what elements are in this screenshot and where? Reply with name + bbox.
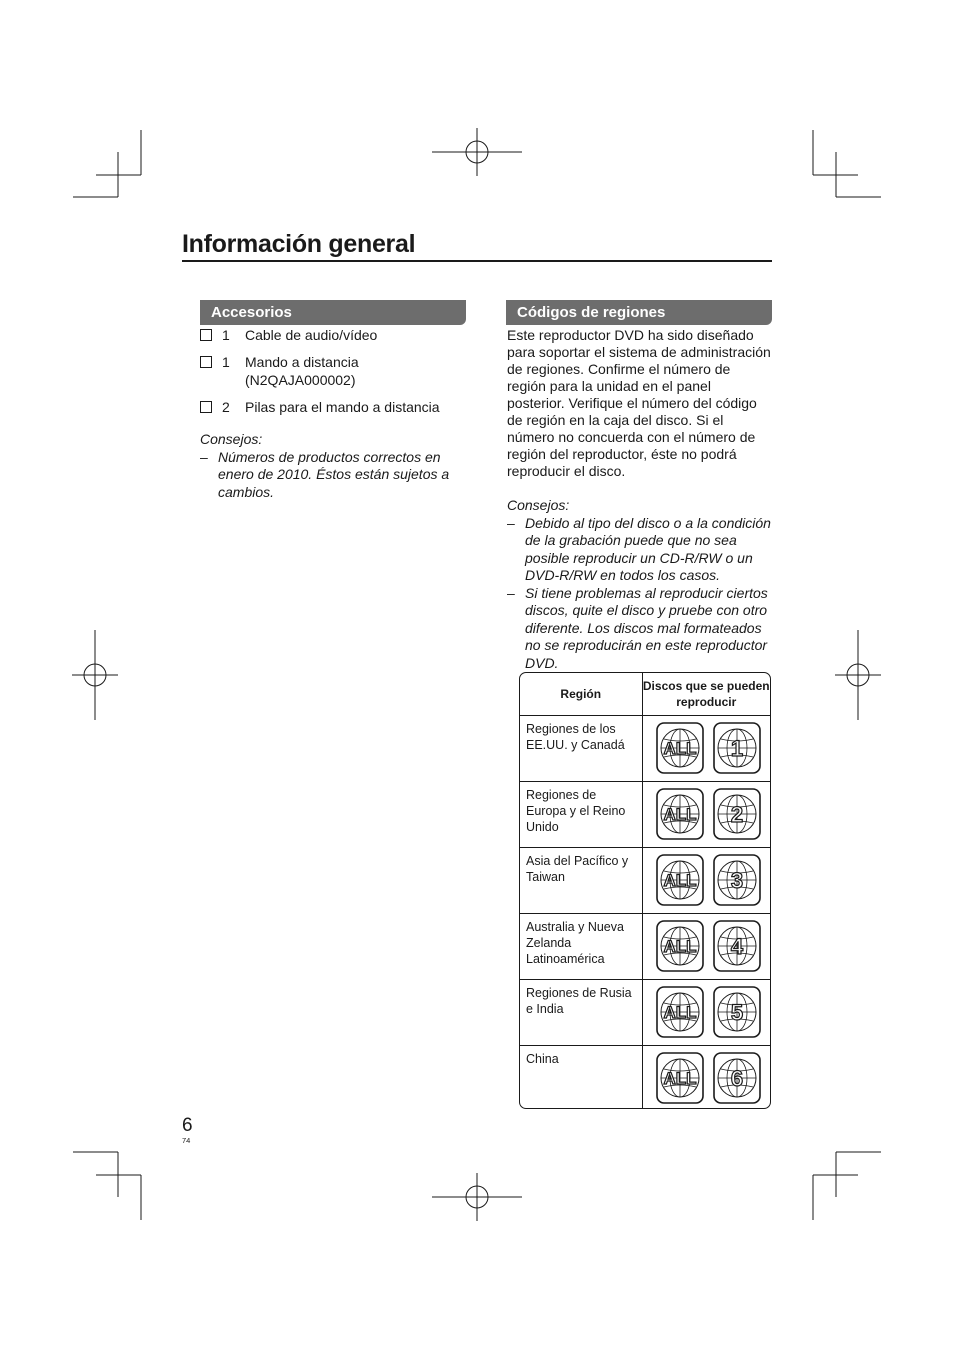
table-row <box>520 914 770 980</box>
table-row <box>520 848 770 914</box>
item-label: Pilas para el mando a distancia <box>245 399 440 415</box>
column-header-discs: Discos que se pueden reproducir <box>642 673 770 716</box>
region-all-icon <box>656 1052 704 1104</box>
svg-text:ALL: ALL <box>662 739 697 758</box>
item-quantity: 1 <box>222 354 230 370</box>
region-all-icon <box>656 722 704 774</box>
region-name: Regiones de los EE.UU. y Canadá <box>526 722 625 752</box>
list-item <box>200 326 470 344</box>
disc-icons <box>643 716 771 774</box>
region-all-icon <box>656 788 704 840</box>
region-name: China <box>526 1052 559 1066</box>
region-3-icon <box>713 854 761 906</box>
region-name: Regiones de Rusia e India <box>526 986 632 1016</box>
region-4-icon <box>713 920 761 972</box>
page-title: Información general <box>182 230 416 258</box>
svg-text:ALL: ALL <box>662 937 697 956</box>
tip-item: – Números de productos correctos en enero de 2010. Éstos están sujetos a cambios. <box>200 449 465 502</box>
region-name: Australia y Nueva Zelanda Latinoamérica <box>526 920 624 966</box>
svg-text:4: 4 <box>730 934 744 959</box>
region-all-icon <box>656 920 704 972</box>
list-item <box>200 398 470 416</box>
svg-text:ALL: ALL <box>662 871 697 890</box>
regions-heading: Códigos de regiones <box>506 300 772 325</box>
region-name: Asia del Pacífico y Taiwan <box>526 854 629 884</box>
disc-icons <box>643 1046 771 1104</box>
svg-text:6: 6 <box>730 1066 744 1091</box>
regions-tips <box>507 497 775 672</box>
accessories-heading: Accesorios <box>200 300 466 325</box>
title-rule <box>182 260 772 262</box>
accessories-tips <box>200 431 465 501</box>
svg-text:ALL: ALL <box>662 805 697 824</box>
svg-text:1: 1 <box>730 736 744 761</box>
region-table <box>519 672 771 1109</box>
disc-icons <box>643 848 771 906</box>
item-label: Cable de audio/vídeo <box>245 327 378 343</box>
svg-text:ALL: ALL <box>662 1069 697 1088</box>
svg-text:5: 5 <box>730 1000 744 1025</box>
disc-icons <box>643 980 771 1038</box>
table-row <box>520 716 770 782</box>
svg-text:ALL: ALL <box>662 1003 697 1022</box>
region-all-icon <box>656 854 704 906</box>
disc-icons <box>643 782 771 840</box>
svg-text:3: 3 <box>730 868 744 893</box>
item-quantity: 1 <box>222 327 230 343</box>
region-all-icon <box>656 986 704 1038</box>
page-number: 6 <box>182 1115 193 1136</box>
item-label: Mando a distancia (N2QAJA000002) <box>245 354 359 388</box>
accessories-list <box>200 326 470 425</box>
disc-icons <box>643 914 771 972</box>
region-5-icon <box>713 986 761 1038</box>
region-name: Regiones de Europa y el Reino Unido <box>526 788 626 834</box>
page-sub-number: 74 <box>182 1136 191 1145</box>
region-2-icon <box>713 788 761 840</box>
list-item <box>200 353 470 389</box>
checkbox[interactable] <box>200 356 212 368</box>
table-row <box>520 980 770 1046</box>
region-6-icon <box>713 1052 761 1104</box>
tips-label: Consejos: <box>200 431 263 447</box>
region-1-icon <box>713 722 761 774</box>
svg-text:2: 2 <box>730 802 744 827</box>
tips-label: Consejos: <box>507 497 570 513</box>
checkbox[interactable] <box>200 329 212 341</box>
regions-intro: Este reproductor DVD ha sido diseñado para soportar el sistema de administración de regiones. Confirme el número de región para la unidad en el panel posterior. Verifique el número del código de región en la caja del disco. Si el número no concuerda con el número de región del reproductor, éste no podrá reproducir el disco. <box>507 327 771 479</box>
tip-item: – Si tiene problemas al reproducir ciertos discos, quite el disco y pruebe con otro diferente. Los discos mal formateados no se reproducirán en este reproductor DVD. <box>507 585 775 673</box>
item-quantity: 2 <box>222 399 230 415</box>
checkbox[interactable] <box>200 401 212 413</box>
tip-item: – Debido al tipo del disco o a la condición de la grabación puede que no sea posible reproducir un CD-R/RW o un DVD-R/RW en todos los casos. <box>507 515 775 585</box>
table-row <box>520 1046 770 1110</box>
column-header-region: Región <box>520 673 642 716</box>
table-row <box>520 782 770 848</box>
